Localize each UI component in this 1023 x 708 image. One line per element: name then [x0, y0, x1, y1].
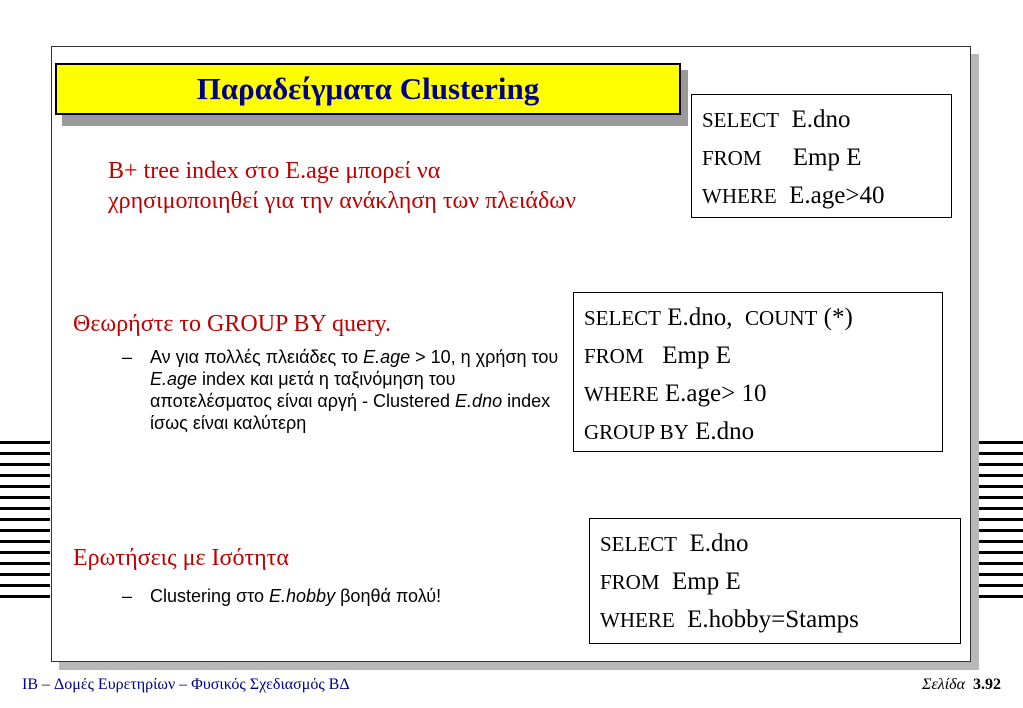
right-stripes-decoration — [973, 441, 1023, 606]
query2-select-line: SELECT E.dno, COUNT (*) — [584, 304, 853, 331]
group-by-bullet: – Αν για πολλές πλειάδες το E.age > 10, η χρήση του E.age index και μετά η ταξινόμηση του αποτελέσματος είναι αργή - Clustered E.dno index ίσως είναι καλύτερη — [122, 347, 559, 433]
query1-where-line: WHERE E.age>40 — [702, 182, 885, 209]
query1-from-line: FROM Emp E — [702, 144, 862, 171]
query3-select-line: SELECT E.dno — [600, 530, 749, 557]
left-stripes-decoration — [0, 441, 50, 606]
slide-title: Παραδείγματα Clustering — [55, 63, 681, 115]
query3-where-line: WHERE E.hobby=Stamps — [600, 606, 859, 633]
equality-bullet: – Clustering στο E.hobby βοηθά πολύ! — [122, 586, 442, 606]
sql-query-2 — [573, 292, 943, 452]
footer-page-indicator: Σελίδα 3.92 — [921, 676, 1001, 693]
query1-select-line: SELECT E.dno — [702, 106, 851, 133]
query2-from-line: FROM Emp E — [584, 342, 732, 369]
sql-query-1 — [691, 94, 952, 218]
query2-where-line: WHERE E.age> 10 — [584, 380, 767, 407]
b-tree-paragraph: B+ tree index στο E.age μπορεί να χρησιμοποιηθεί για την ανάκληση των πλειάδων — [108, 158, 576, 214]
group-by-heading: Θεωρήστε το GROUP BY query. — [73, 311, 392, 337]
equality-heading: Ερωτήσεις με Ισότητα — [73, 545, 289, 571]
footer-course-title: IB – Δομές Ευρετηρίων – Φυσικός Σχεδιασμός ΒΔ — [22, 676, 350, 693]
query3-from-line: FROM Emp E — [600, 568, 741, 595]
query2-group-line: GROUP BY E.dno — [584, 418, 755, 445]
sql-query-3 — [589, 518, 961, 644]
